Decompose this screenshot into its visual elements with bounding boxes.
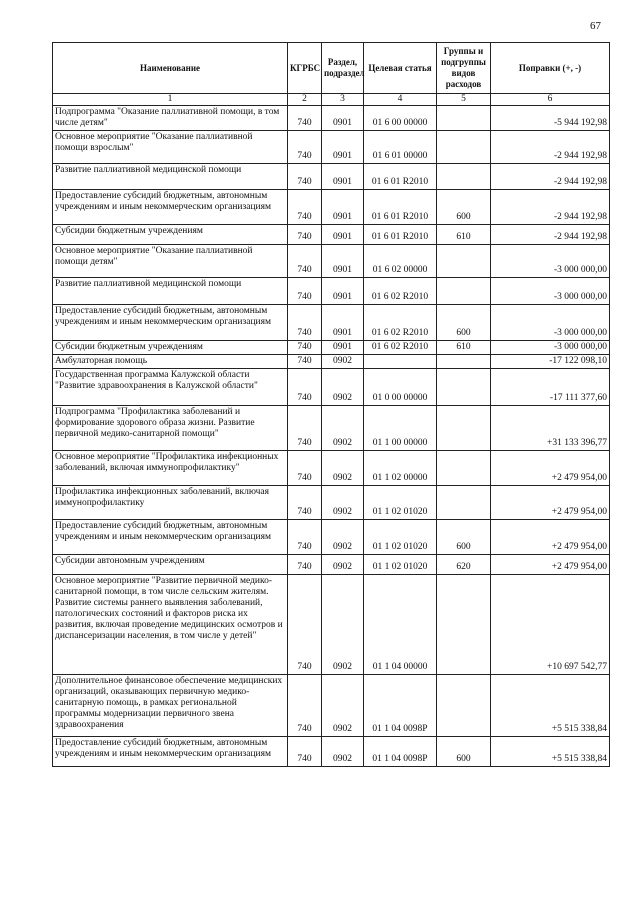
table-row	[53, 520, 610, 555]
row-name: Субсидии бюджетным учреждениям	[53, 341, 288, 355]
header-row	[53, 43, 610, 94]
row-group	[437, 131, 491, 164]
row-name: Предоставление субсидий бюджетным, автономным учреждениям и иным некоммерческим организациям	[53, 190, 288, 225]
row-name: Подпрограмма "Оказание паллиативной помощи, в том числе детям"	[53, 106, 288, 131]
row-amount: -3 000 000,00	[491, 341, 610, 355]
row-section: 0902	[322, 575, 364, 675]
row-name: Предоставление субсидий бюджетным, автономным учреждениям и иным некоммерческим организациям	[53, 305, 288, 341]
row-target: 01 6 01 R2010	[364, 164, 437, 190]
row-amount: -17 122 098,10	[491, 355, 610, 369]
row-group	[437, 575, 491, 675]
column-number: 2	[288, 94, 322, 106]
row-target: 01 6 00 00000	[364, 106, 437, 131]
row-amount: -5 944 192,98	[491, 106, 610, 131]
table-row	[53, 106, 610, 131]
row-amount: -2 944 192,98	[491, 131, 610, 164]
column-number: 3	[322, 94, 364, 106]
table-row	[53, 355, 610, 369]
header-amendments: Поправки (+, -)	[491, 43, 610, 94]
row-section: 0902	[322, 355, 364, 369]
row-kgrbs: 740	[288, 737, 322, 767]
row-amount: +5 515 338,84	[491, 737, 610, 767]
header-kgrbs: КГРБС	[288, 43, 322, 94]
table-row	[53, 245, 610, 278]
row-target: 01 1 02 01020	[364, 555, 437, 575]
row-section: 0901	[322, 341, 364, 355]
row-name: Основное мероприятие "Оказание паллиативной помощи детям"	[53, 245, 288, 278]
table-row	[53, 555, 610, 575]
row-section: 0902	[322, 369, 364, 406]
row-kgrbs: 740	[288, 555, 322, 575]
row-section: 0902	[322, 555, 364, 575]
row-amount: -2 944 192,98	[491, 190, 610, 225]
row-amount: -3 000 000,00	[491, 245, 610, 278]
table-row	[53, 278, 610, 305]
header-name: Наименование	[53, 43, 288, 94]
row-target: 01 1 04 0098Р	[364, 737, 437, 767]
table-row	[53, 164, 610, 190]
row-name: Развитие паллиативной медицинской помощи	[53, 278, 288, 305]
row-amount: -17 111 377,60	[491, 369, 610, 406]
table-row	[53, 675, 610, 737]
table-row	[53, 369, 610, 406]
row-section: 0902	[322, 406, 364, 451]
row-group	[437, 245, 491, 278]
row-section: 0901	[322, 245, 364, 278]
row-name: Профилактика инфекционных заболеваний, включая иммунопрофилактику	[53, 486, 288, 520]
row-section: 0901	[322, 106, 364, 131]
row-target: 01 1 02 01020	[364, 486, 437, 520]
row-group: 600	[437, 305, 491, 341]
row-name: Субсидии бюджетным учреждениям	[53, 225, 288, 245]
header-groups: Группы и подгруппы видов расходов	[437, 43, 491, 94]
row-kgrbs: 740	[288, 451, 322, 486]
row-amount: +2 479 954,00	[491, 555, 610, 575]
budget-amendments-table	[52, 42, 610, 767]
table-row	[53, 341, 610, 355]
row-group: 610	[437, 225, 491, 245]
table-row	[53, 451, 610, 486]
row-section: 0902	[322, 737, 364, 767]
row-section: 0901	[322, 278, 364, 305]
row-section: 0901	[322, 131, 364, 164]
row-name: Основное мероприятие "Профилактика инфекционных заболеваний, включая иммунопрофилактику"	[53, 451, 288, 486]
row-kgrbs: 740	[288, 278, 322, 305]
row-group	[437, 675, 491, 737]
row-group: 600	[437, 190, 491, 225]
row-target: 01 6 01 R2010	[364, 190, 437, 225]
table-row	[53, 305, 610, 341]
row-amount: -3 000 000,00	[491, 278, 610, 305]
row-kgrbs: 740	[288, 131, 322, 164]
row-section: 0902	[322, 520, 364, 555]
row-target: 01 1 04 0098Р	[364, 675, 437, 737]
row-group	[437, 451, 491, 486]
row-kgrbs: 740	[288, 486, 322, 520]
row-target: 01 6 02 R2010	[364, 305, 437, 341]
table-row	[53, 575, 610, 675]
table-row	[53, 131, 610, 164]
row-target: 01 6 01 00000	[364, 131, 437, 164]
row-name: Основное мероприятие "Развитие первичной медико-санитарной помощи, в том числе сельским жителям. Развитие системы раннего выявления заболеваний, патологических состояний и факторов риска их развития, включая проведение медицинских осмотров и диспансеризации населения, в том числе у детей"	[53, 575, 288, 675]
row-kgrbs: 740	[288, 245, 322, 278]
row-name: Основное мероприятие "Оказание паллиативной помощи взрослым"	[53, 131, 288, 164]
row-name: Предоставление субсидий бюджетным, автономным учреждениям и иным некоммерческим организациям	[53, 520, 288, 555]
row-target: 01 1 04 00000	[364, 575, 437, 675]
row-section: 0901	[322, 305, 364, 341]
row-target: 01 1 02 00000	[364, 451, 437, 486]
row-target: 01 1 00 00000	[364, 406, 437, 451]
row-amount: -2 944 192,98	[491, 164, 610, 190]
row-target	[364, 355, 437, 369]
table-row	[53, 225, 610, 245]
row-kgrbs: 740	[288, 305, 322, 341]
row-kgrbs: 740	[288, 106, 322, 131]
row-amount: +10 697 542,77	[491, 575, 610, 675]
table-row	[53, 406, 610, 451]
row-group	[437, 406, 491, 451]
row-name: Дополнительное финансовое обеспечение медицинских организаций, оказывающих первичную медико-санитарную помощь, в рамках региональной программы модернизации первичного звена здравоохранения	[53, 675, 288, 737]
row-kgrbs: 740	[288, 225, 322, 245]
row-target: 01 6 02 00000	[364, 245, 437, 278]
row-name: Подпрограмма "Профилактика заболеваний и формирование здорового образа жизни. Развитие первичной медико-санитарной помощи"	[53, 406, 288, 451]
row-section: 0901	[322, 164, 364, 190]
row-kgrbs: 740	[288, 575, 322, 675]
table-row	[53, 737, 610, 767]
row-group: 610	[437, 341, 491, 355]
row-kgrbs: 740	[288, 675, 322, 737]
table-row	[53, 190, 610, 225]
row-name: Субсидии автономным учреждениям	[53, 555, 288, 575]
column-number: 6	[491, 94, 610, 106]
row-kgrbs: 740	[288, 341, 322, 355]
row-group	[437, 164, 491, 190]
row-group: 620	[437, 555, 491, 575]
row-kgrbs: 740	[288, 190, 322, 225]
row-group	[437, 369, 491, 406]
column-number: 1	[53, 94, 288, 106]
row-target: 01 6 01 R2010	[364, 225, 437, 245]
page-number: 67	[590, 20, 601, 32]
row-kgrbs: 740	[288, 164, 322, 190]
row-name: Амбулаторная помощь	[53, 355, 288, 369]
row-target: 01 0 00 00000	[364, 369, 437, 406]
row-amount: +2 479 954,00	[491, 486, 610, 520]
row-amount: +5 515 338,84	[491, 675, 610, 737]
header-section: Раздел, подраздел	[322, 43, 364, 94]
row-group: 600	[437, 520, 491, 555]
row-amount: -2 944 192,98	[491, 225, 610, 245]
row-kgrbs: 740	[288, 355, 322, 369]
row-target: 01 6 02 R2010	[364, 341, 437, 355]
row-group	[437, 278, 491, 305]
row-section: 0901	[322, 190, 364, 225]
row-target: 01 6 02 R2010	[364, 278, 437, 305]
column-number-row	[53, 94, 610, 106]
row-kgrbs: 740	[288, 406, 322, 451]
header-target: Целевая статья	[364, 43, 437, 94]
row-name: Развитие паллиативной медицинской помощи	[53, 164, 288, 190]
row-target: 01 1 02 01020	[364, 520, 437, 555]
row-amount: -3 000 000,00	[491, 305, 610, 341]
column-number: 4	[364, 94, 437, 106]
row-group	[437, 106, 491, 131]
row-name: Предоставление субсидий бюджетным, автономным учреждениям и иным некоммерческим организациям	[53, 737, 288, 767]
row-amount: +2 479 954,00	[491, 451, 610, 486]
row-section: 0902	[322, 675, 364, 737]
row-amount: +31 133 396,77	[491, 406, 610, 451]
row-section: 0902	[322, 486, 364, 520]
column-number: 5	[437, 94, 491, 106]
row-section: 0902	[322, 451, 364, 486]
table-row	[53, 486, 610, 520]
row-name: Государственная программа Калужской области "Развитие здравоохранения в Калужской области"	[53, 369, 288, 406]
row-group	[437, 486, 491, 520]
row-group	[437, 355, 491, 369]
row-section: 0901	[322, 225, 364, 245]
row-amount: +2 479 954,00	[491, 520, 610, 555]
row-group: 600	[437, 737, 491, 767]
row-kgrbs: 740	[288, 369, 322, 406]
row-kgrbs: 740	[288, 520, 322, 555]
